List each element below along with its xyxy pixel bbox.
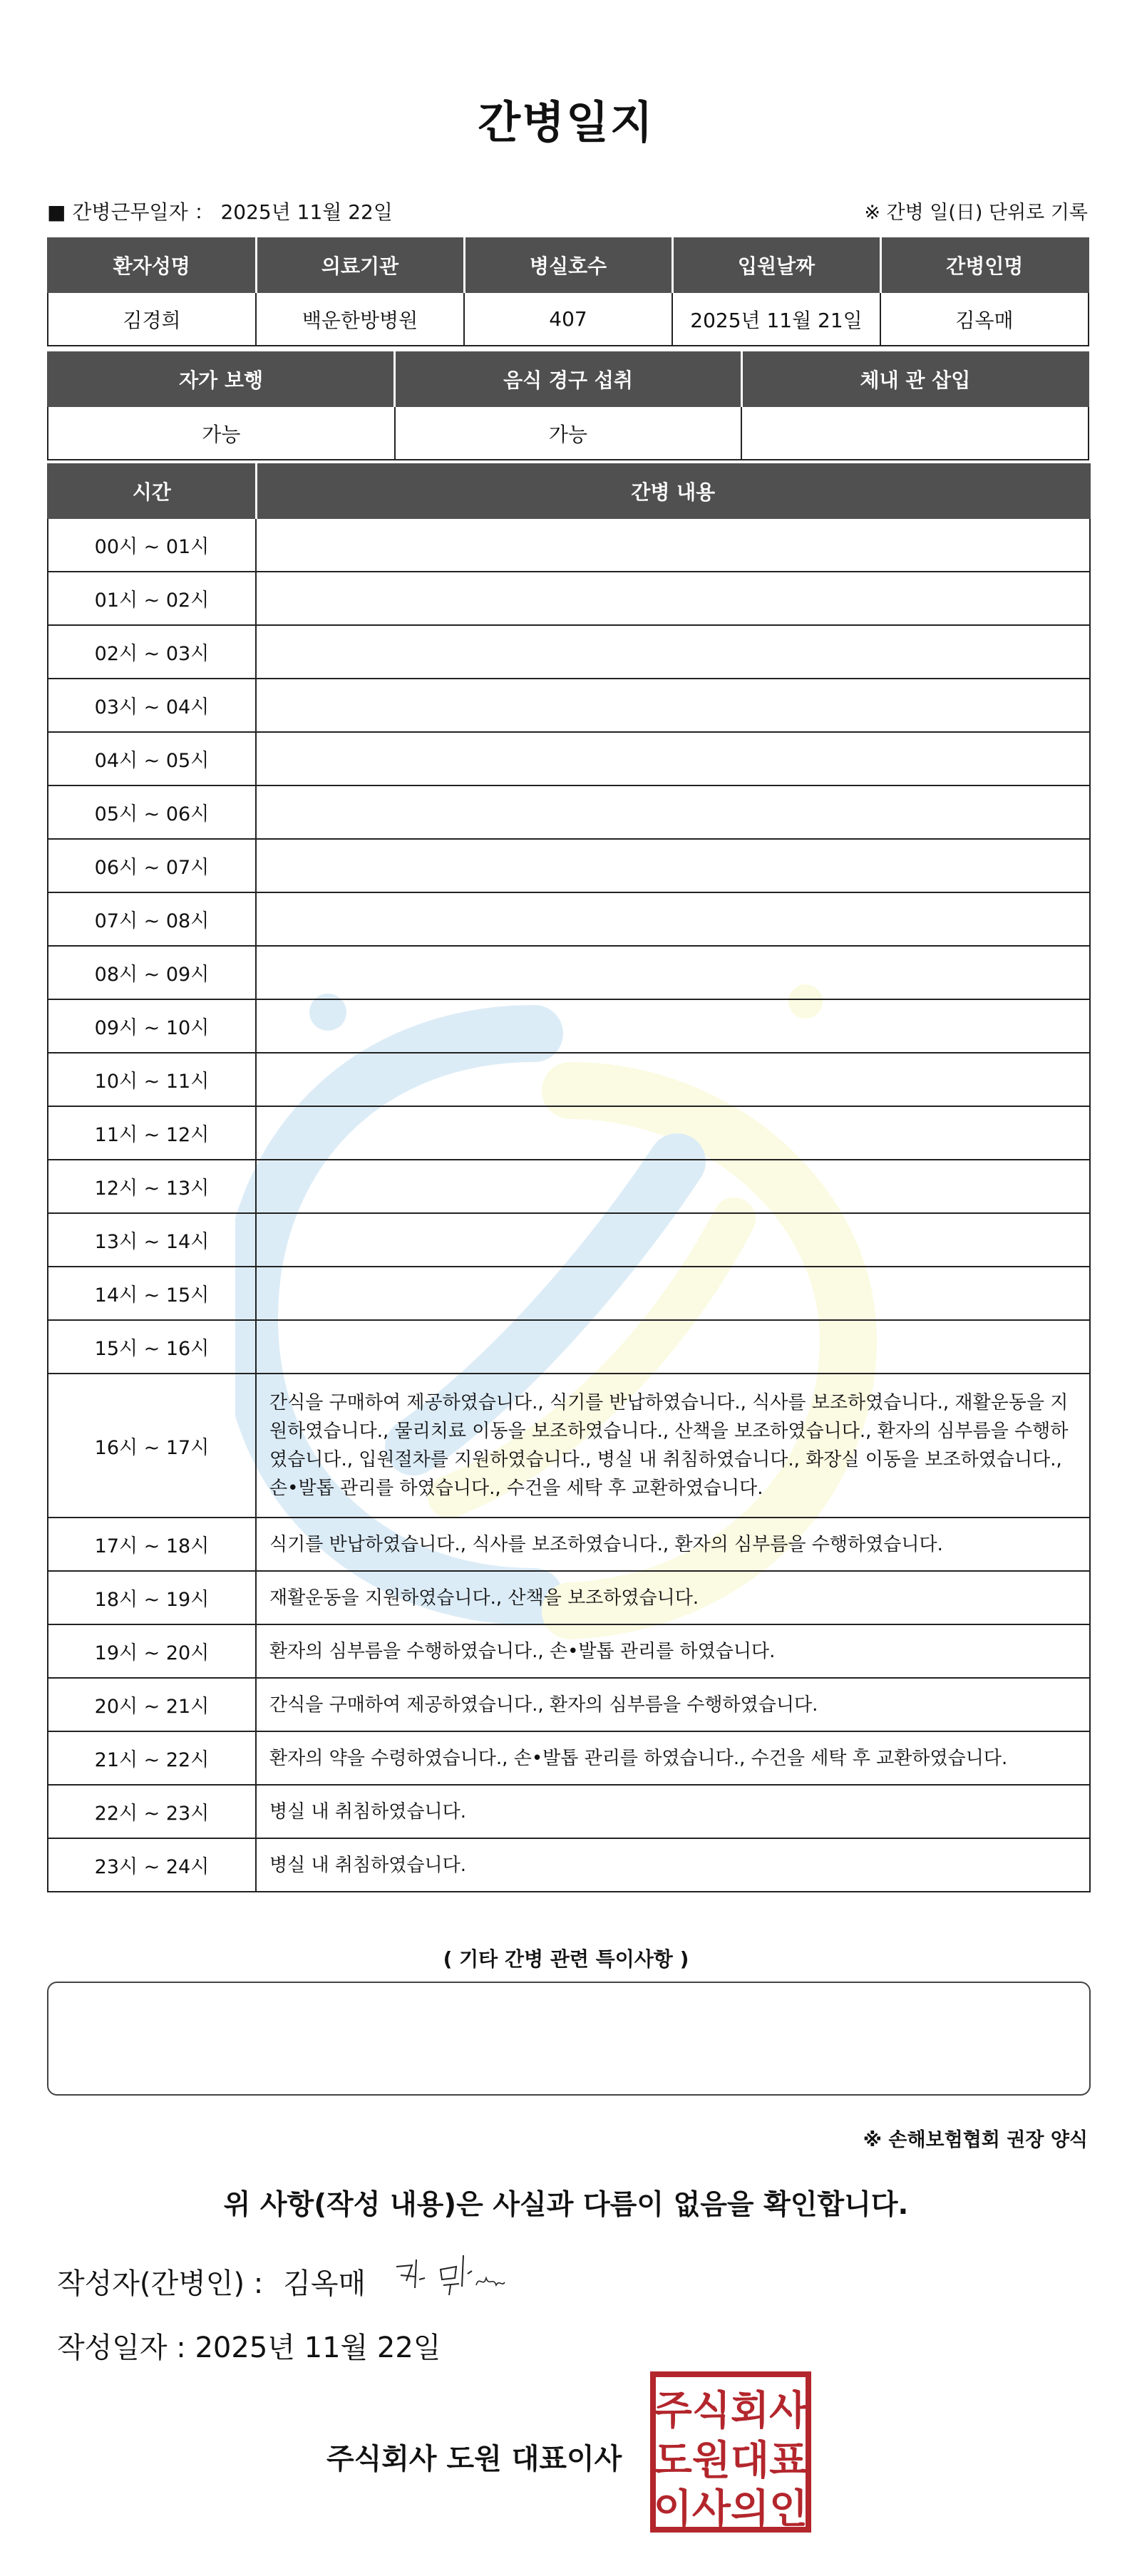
handwritten-signature [391, 2245, 512, 2309]
time-slot: 23시 ~ 24시 [48, 1838, 256, 1892]
table-row [48, 1267, 1090, 1320]
table-row [48, 732, 1090, 785]
care-content [256, 1106, 1090, 1160]
table-row [48, 1785, 1090, 1838]
patient-status-table [47, 351, 1089, 460]
care-content: 병실 내 취침하였습니다. [256, 1785, 1090, 1838]
svg-text:도원대표: 도원대표 [653, 2438, 808, 2484]
work-date-label: ■ 간병근무일자 ： [47, 200, 215, 224]
time-slot: 13시 ~ 14시 [48, 1213, 256, 1267]
tube-insertion-value [741, 406, 1089, 460]
care-content: 환자의 약을 수령하였습니다., 손•발톱 관리를 하였습니다., 수건을 세탁 후 교환하였습니다. [256, 1731, 1090, 1785]
work-date-value: 2025년 11월 22일 [220, 200, 393, 224]
time-slot: 21시 ~ 22시 [48, 1731, 256, 1785]
table-row [48, 1571, 1090, 1624]
table-row [48, 892, 1090, 946]
table-row [48, 1106, 1090, 1160]
special-notes-box [47, 1982, 1091, 2096]
table-row [48, 1518, 1090, 1571]
written-date-line [57, 2325, 441, 2366]
written-date-label: 작성일자 : [57, 2332, 186, 2364]
care-content [256, 679, 1090, 732]
table-row [48, 1053, 1090, 1106]
care-content [256, 625, 1090, 679]
time-slot: 06시 ~ 07시 [48, 839, 256, 892]
header-caregiver-name: 간병인명 [880, 238, 1089, 292]
self-walking-value: 가능 [48, 406, 395, 460]
patient-info-table [47, 237, 1089, 346]
source-note: ※ 손해보험협회 권장 양식 [863, 2129, 1088, 2151]
time-slot: 01시 ~ 02시 [48, 572, 256, 625]
time-slot: 18시 ~ 19시 [48, 1571, 256, 1624]
care-log-table [47, 463, 1091, 1892]
table-row [48, 785, 1090, 839]
care-content: 재활운동을 지원하였습니다., 산책을 보조하였습니다. [256, 1571, 1090, 1624]
svg-text:이사의인: 이사의인 [653, 2486, 808, 2533]
header-tube-insertion: 체내 관 삽입 [741, 352, 1089, 406]
time-slot: 04시 ~ 05시 [48, 732, 256, 785]
time-slot: 15시 ~ 16시 [48, 1320, 256, 1374]
table-row [48, 999, 1090, 1053]
time-slot: 16시 ~ 17시 [48, 1374, 256, 1518]
company-representative: 주식회사 도원 대표이사 [326, 2443, 622, 2475]
care-content [256, 839, 1090, 892]
care-content [256, 1053, 1090, 1106]
time-slot: 00시 ~ 01시 [48, 518, 256, 572]
care-content [256, 1267, 1090, 1320]
time-slot: 20시 ~ 21시 [48, 1678, 256, 1731]
table-row [48, 1678, 1090, 1731]
table-row [48, 1838, 1090, 1892]
care-content [256, 946, 1090, 999]
care-content [256, 732, 1090, 785]
caregiver-name: 김옥매 [880, 292, 1089, 346]
table-row [48, 518, 1090, 572]
table-row [48, 679, 1090, 732]
header-care-content: 간병 내용 [256, 464, 1090, 518]
time-slot: 02시 ~ 03시 [48, 625, 256, 679]
time-slot: 05시 ~ 06시 [48, 785, 256, 839]
time-slot: 08시 ~ 09시 [48, 946, 256, 999]
table-row [48, 572, 1090, 625]
care-content [256, 1160, 1090, 1213]
table-row [48, 1160, 1090, 1213]
table-row [48, 1320, 1090, 1374]
record-unit-note: ※ 간병 일(日) 단위로 기록 [864, 202, 1088, 224]
time-slot: 17시 ~ 18시 [48, 1518, 256, 1571]
table-row [48, 839, 1090, 892]
time-slot: 19시 ~ 20시 [48, 1624, 256, 1678]
care-content [256, 999, 1090, 1053]
care-content [256, 518, 1090, 572]
care-content [256, 892, 1090, 946]
care-content: 병실 내 취침하였습니다. [256, 1838, 1090, 1892]
time-slot: 07시 ~ 08시 [48, 892, 256, 946]
company-seal-stamp [649, 2370, 813, 2534]
time-slot: 22시 ~ 23시 [48, 1785, 256, 1838]
care-content: 간식을 구매하여 제공하였습니다., 환자의 심부름을 수행하였습니다. [256, 1678, 1090, 1731]
room-number: 407 [464, 292, 672, 346]
care-content: 간식을 구매하여 제공하였습니다., 식기를 반납하였습니다., 식사를 보조하였습니다., 재활운동을 지원하였습니다., 물리치료 이동을 보조하였습니다., 산책을 보조하였습니다., 환자의 심부름을 수행하였습니다., 입원절차를 지원하였습니다., 병실 내 취침하였습니다., 화장실 이동을 보조하였습니다., 손•발톱 관리를 하였습니다., 수건을 세탁 후 교환하였습니다. [256, 1374, 1090, 1518]
table-row [48, 1213, 1090, 1267]
svg-text:주식회사: 주식회사 [653, 2388, 808, 2434]
table-row [48, 1731, 1090, 1785]
care-content [256, 1213, 1090, 1267]
patient-name: 김경희 [48, 292, 256, 346]
header-admission-date: 입원날짜 [672, 238, 880, 292]
care-content [256, 785, 1090, 839]
time-slot: 11시 ~ 12시 [48, 1106, 256, 1160]
table-row [48, 625, 1090, 679]
time-slot: 14시 ~ 15시 [48, 1267, 256, 1320]
table-row [48, 946, 1090, 999]
special-notes-title: ( 기타 간병 관련 특이사항 ) [443, 1947, 689, 1971]
header-oral-intake: 음식 경구 섭취 [395, 352, 742, 406]
time-slot: 10시 ~ 11시 [48, 1053, 256, 1106]
care-content [256, 572, 1090, 625]
header-room-number: 병실호수 [464, 238, 672, 292]
hospital-name: 백운한방병원 [256, 292, 464, 346]
care-content: 식기를 반납하였습니다., 식사를 보조하였습니다., 환자의 심부름을 수행하였습니다. [256, 1518, 1090, 1571]
table-row [48, 1374, 1090, 1518]
writer-name: 김옥매 [283, 2267, 366, 2300]
table-row [48, 1624, 1090, 1678]
care-content: 환자의 심부름을 수행하였습니다., 손•발톱 관리를 하였습니다. [256, 1624, 1090, 1678]
confirmation-statement: 위 사항(작성 내용)은 사실과 다름이 없음을 확인합니다. [223, 2189, 909, 2221]
care-content [256, 1320, 1090, 1374]
writer-label: 작성자(간병인) : [57, 2267, 264, 2300]
admission-date: 2025년 11월 21일 [672, 292, 880, 346]
header-time: 시간 [48, 464, 256, 518]
time-slot: 09시 ~ 10시 [48, 999, 256, 1053]
time-slot: 03시 ~ 04시 [48, 679, 256, 732]
work-date-line [47, 197, 393, 225]
header-self-walking: 자가 보행 [48, 352, 395, 406]
writer-line [57, 2261, 366, 2302]
time-slot: 12시 ~ 13시 [48, 1160, 256, 1213]
header-patient-name: 환자성명 [48, 238, 256, 292]
header-hospital: 의료기관 [256, 238, 464, 292]
written-date-value: 2025년 11월 22일 [195, 2332, 441, 2364]
oral-intake-value: 가능 [395, 406, 742, 460]
document-title: 간병일지 [478, 96, 654, 148]
